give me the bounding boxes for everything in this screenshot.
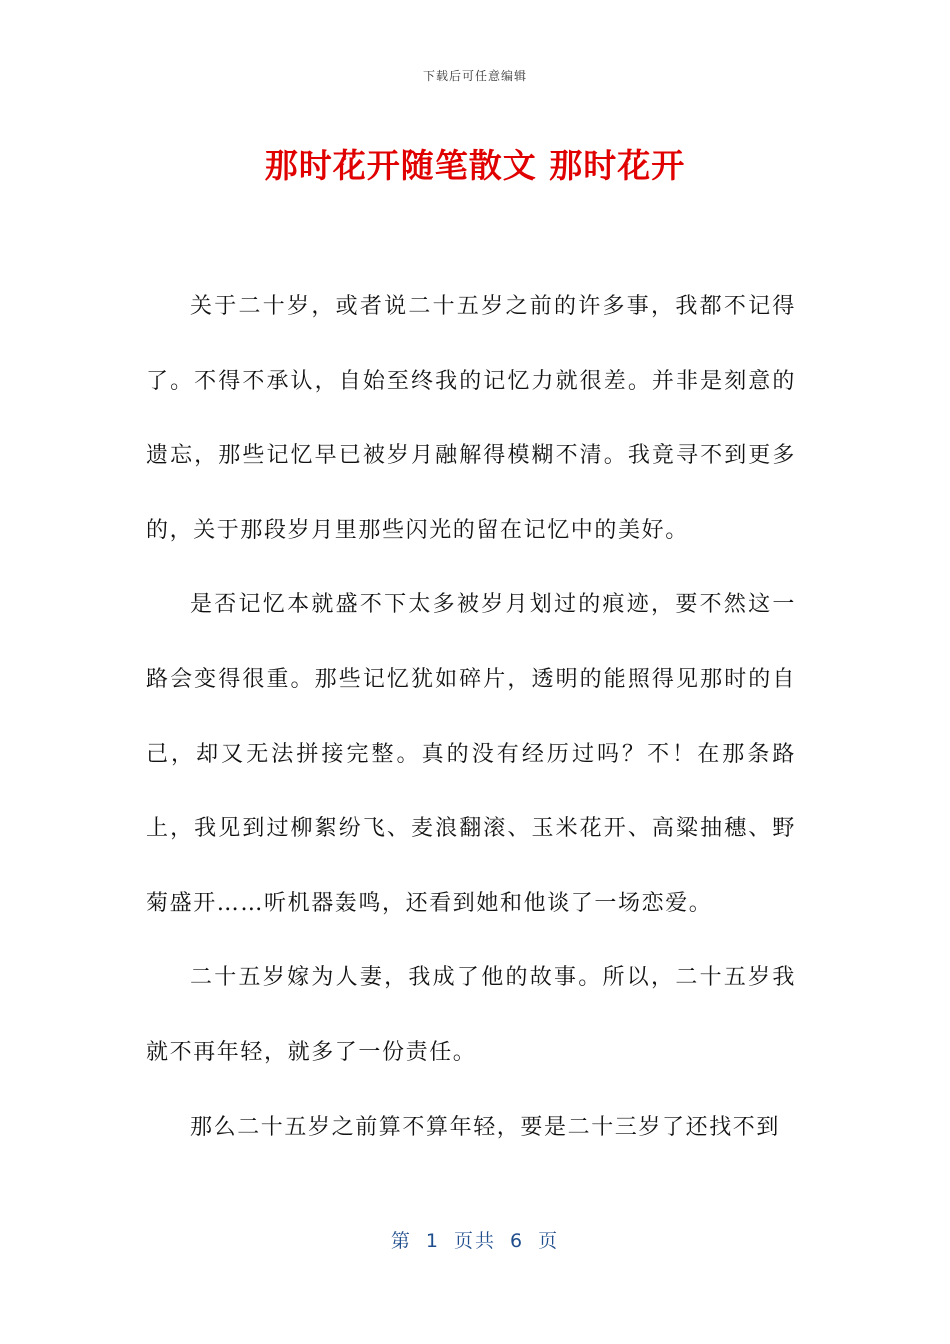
paragraph-1: 关于二十岁，或者说二十五岁之前的许多事，我都不记得了。不得不承认，自始至终我的记忆力就很差。并非是刻意的遗忘，那些记忆早已被岁月融解得模糊不清。我竟寻不到更多的，关于那段岁月里那些闪光的留在记忆中的美好。 <box>146 294 796 543</box>
paragraph-3: 二十五岁嫁为人妻，我成了他的故事。所以，二十五岁我就不再年轻，就多了一份责任。 <box>146 965 796 1065</box>
footer-middle: 页共 <box>453 1230 496 1252</box>
page-title: 那时花开随笔散文 那时花开 <box>264 146 686 185</box>
paragraph-2: 是否记忆本就盛不下太多被岁月划过的痕迹，要不然这一路会变得很重。那些记忆犹如碎片，透明的能照得见那时的自己，却又无法拼接完整。真的没有经历过吗？不！在那条路上，我见到过柳絮纷飞、麦浪翻滚、玉米花开、高粱抽穗、野菊盛开……听机器轰鸣，还看到她和他谈了一场恋爱。 <box>146 592 796 916</box>
article-body <box>146 270 796 1165</box>
page-footer <box>0 1226 950 1253</box>
footer-total-pages: 6 <box>510 1230 525 1252</box>
footer-current-page: 1 <box>425 1230 440 1252</box>
footer-suffix: 页 <box>538 1230 560 1252</box>
footer-prefix: 第 <box>390 1230 412 1252</box>
paragraph-4: 那么二十五岁之前算不算年轻，要是二十三岁了还找不到 <box>190 1114 781 1140</box>
header-note: 下载后可任意编辑 <box>422 69 527 83</box>
